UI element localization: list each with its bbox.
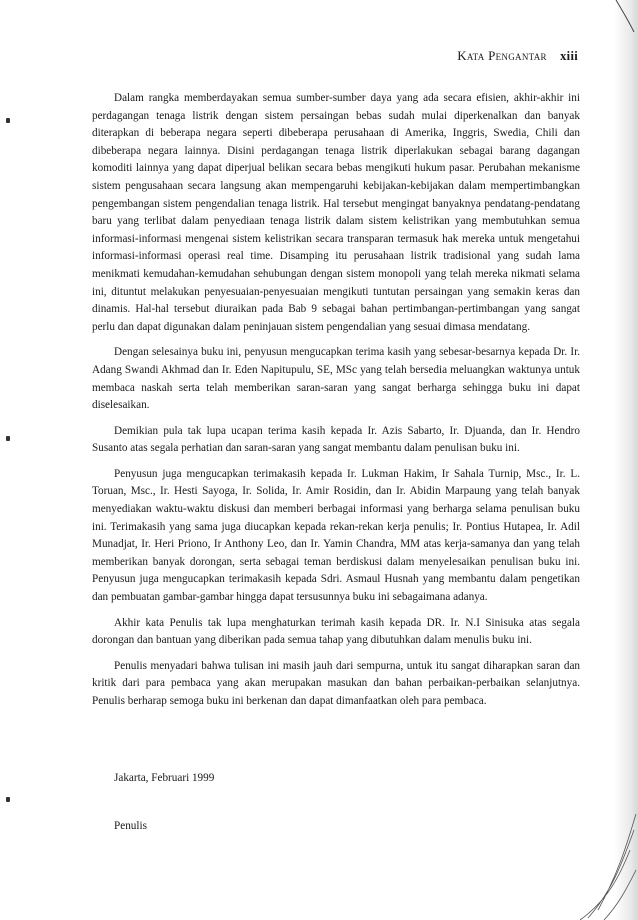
page-edge-shadow (614, 0, 638, 920)
paragraph: Penulis menyadari bahwa tulisan ini masih jauh dari sempurna, untuk itu sangat diharapkan saran dan kritik dari para pembaca yang akan merupakan masukan dan bahan perbaikan-perbaikan selanjutnya. Penulis berharap semoga buku ini berkenan dan dapat dimanfaatkan oleh para pembaca. (92, 659, 580, 707)
scan-mark (614, 0, 636, 34)
margin-mark (6, 436, 10, 441)
paragraph: Dalam rangka memberdayakan semua sumber-sumber daya yang ada secara efisien, akhir-akhir ini perdagangan tenaga listrik dengan sistem persaingan bebas sudah mulai diperkenalkan dan banyak diterapkan di beberapa negara seperti dibeberapa perusahaan di Amerika, Inggris, Swedia, Chili dan dibeberapa negara lainnya. Disini perdagangan tenaga listrik diperlakukan sebagai barang dagangan komoditi lainnya yang dapat diperjual belikan secara bebas mengikuti hukum pasar. Perubahan mekanisme sistem pengusahaan secara langsung akan mempengaruhi kebijakan-kebijakan dalam mempertimbangkan pengembangan sistem pengendalian tenaga listrik. Hal tersebut mengingat banyaknya pendatang-pendatang baru yang terlibat dalam penyediaan tenaga listrik dalam sistem kelistrikan yang membutuhkan semua informasi-informasi mengenai sistem kelistrikan secara transparan termasuk hak mereka untuk mengetahui informasi-informasi operasi real time. Disamping itu perusahaan listrik tradisional yang sudah lama menikmati kemudahan-kemudahan sehubungan dengan sistem monopoli yang telah mereka nikmati selama ini, dituntut melakukan penyesuaian-penyesuaian mengikuti tuntutan persaingan yang semakin keras dan dinamis. Hal-hal tersebut diuraikan pada Bab 9 sebagai bahan pertimbangan-pertimbangan yang sangat perlu dan dapat digunakan dalam peninjauan sistem pengendalian yang sesuai dimasa mendatang. (92, 92, 580, 333)
paragraph: Penyusun juga mengucapkan terimakasih kepada Ir. Lukman Hakim, Ir Sahala Turnip, Msc., Ir. L. Toruan, Msc., Ir. Hesti Sayoga, Ir. Solida, Ir. Amir Rosidin, dan Ir. Abidin Marpaung yang telah banyak menyediakan waktu-waktu diskusi dan memberi berbagai informasi yang berharga selama penulisan buku ini. Terimakasih yang sama juga diucapkan kepada rekan-rekan kerja penulis; Ir. Pontius Hutapea, Ir. Adil Munadjat, Ir. Heri Priono, Ir Anthony Leo, dan Ir. Yamin Chandra, MM atas kerja-samanya dan yang telah memberikan banyak dorongan, serta sebagai teman berdiskusi dalam menyelesaikan penulisan buku ini. Penyusun juga mengucapkan terimakasih kepada Sdri. Asmaul Husnah yang membantu dalam pengetikan dan pembuatan gambar-gambar hingga dapat tersusunnya buku ini sebagaimana adanya. (92, 467, 580, 604)
margin-mark (6, 118, 10, 123)
chapter-title: Kata Pengantar (457, 48, 547, 63)
page-number: xiii (560, 49, 578, 63)
paragraph: Dengan selesainya buku ini, penyusun mengucapkan terima kasih yang sebesar-besarnya kepada Dr. Ir. Adang Swandi Akhmad dan Ir. Eden Napitupulu, SE, MSc yang telah bersedia meluangkan waktunya untuk membaca naskah serta telah memberikan saran-saran yang sangat berharga sehingga buku ini dapat diselesaikan. (92, 346, 580, 412)
corner-scribble-mark (568, 810, 638, 920)
margin-mark (6, 797, 10, 802)
paragraph: Akhir kata Penulis tak lupa menghaturkan terimah kasih kepada DR. Ir. N.I Sinisuka atas segala dorongan dan bantuan yang diberikan pada semua tahap yang dibutuhkan dalam menulis buku ini. (92, 616, 580, 647)
author-signature: Penulis (114, 820, 147, 832)
paragraph: Demikian pula tak lupa ucapan terima kasih kepada Ir. Azis Sabarto, Ir. Djuanda, dan Ir. Hendro Susanto atas segala perhatian dan saran-saran yang sangat membantu dalam penulisan buku ini. (92, 424, 580, 455)
running-header (92, 48, 578, 64)
place-date: Jakarta, Februari 1999 (114, 772, 215, 784)
preface-body (92, 90, 580, 719)
